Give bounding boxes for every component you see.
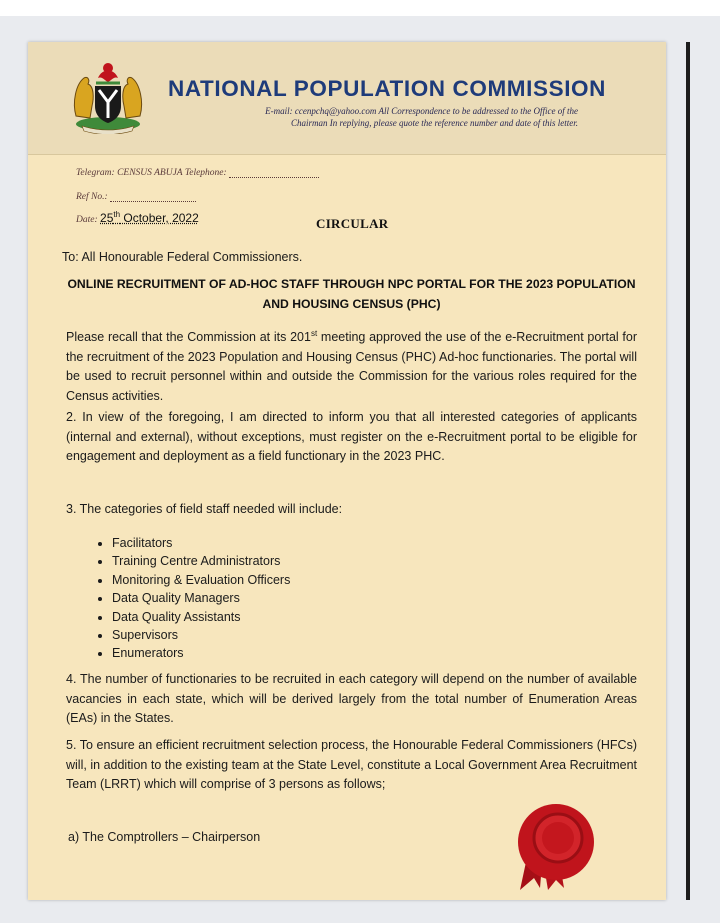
list-item: • Data Quality Assistants bbox=[112, 608, 290, 626]
paragraph-4: 4. The number of functionaries to be recruited in each category will depend on the number of available vacancies in each state, which will be derived largely from the total number of Enumeration Areas (EAs) in the States. bbox=[66, 672, 637, 726]
category-list bbox=[94, 534, 290, 663]
date-value: 25th October, 2022 bbox=[100, 210, 199, 225]
top-bar bbox=[0, 0, 720, 16]
list-item: • Supervisors bbox=[112, 626, 290, 644]
list-item: • Monitoring & Evaluation Officers bbox=[112, 571, 290, 589]
date-line bbox=[76, 210, 199, 225]
list-item: • Data Quality Managers bbox=[112, 589, 290, 607]
organization-name: NATIONAL POPULATION COMMISSION bbox=[168, 76, 606, 101]
paragraph-2: 2. In view of the foregoing, I am directed to inform you that all interested categories of applicants (internal and external), without exceptions, must register on the e-Recruitment portal to be eligible for engagement and deployment as a field functionary in the 2023 PHC. bbox=[66, 410, 637, 464]
letterhead bbox=[28, 42, 666, 155]
document-type: CIRCULAR bbox=[316, 216, 389, 231]
contact-line-2: Chairman In replying, please quote the reference number and date of this letter. bbox=[291, 118, 578, 128]
list-item-a: a) The Comptrollers – Chairperson bbox=[68, 830, 261, 844]
date-label: Date: bbox=[76, 215, 98, 225]
letter-page bbox=[28, 42, 666, 900]
telephone-label: Telephone: bbox=[184, 168, 227, 178]
ref-blank bbox=[110, 201, 196, 202]
ref-line bbox=[76, 192, 196, 202]
paragraph-3: 3. The categories of field staff needed will include: bbox=[66, 502, 343, 516]
coat-of-arms-icon bbox=[68, 54, 148, 134]
paragraph-1: Please recall that the Commission at its 201st meeting approved the use of the e-Recruitment portal for the recruitment of the 2023 Population and Housing Census (PHC) Ad-hoc functionaries. The portal will be used to recruit personnel within and outside the Commission for the various roles required for the Census activities. bbox=[66, 329, 637, 403]
telegram-telephone-line bbox=[76, 168, 319, 178]
paragraph-5: 5. To ensure an efficient recruitment selection process, the Honourable Federal Commissioners (HFCs) will, in addition to the existing team at the State Level, constitute a Local Government Area Recruitment Team (LRRT) which will comprise of 3 persons as follows; bbox=[66, 738, 637, 792]
contact-line-1: E-mail: ccenpchq@yahoo.com All Correspondence to be addressed to the Office of the bbox=[265, 106, 578, 116]
telegram-label: Telegram: CENSUS ABUJA bbox=[76, 168, 183, 178]
circular-title-line-1: ONLINE RECRUITMENT OF AD-HOC STAFF THROUGH NPC PORTAL FOR THE 2023 POPULATION bbox=[67, 277, 636, 291]
ref-label: Ref No.: bbox=[76, 192, 108, 202]
wax-seal-icon bbox=[514, 802, 598, 892]
telephone-blank bbox=[229, 177, 319, 178]
page-edge-shadow bbox=[686, 42, 690, 900]
list-item: • Training Centre Administrators bbox=[112, 552, 290, 570]
list-item: • Facilitators bbox=[112, 534, 290, 552]
list-item: • Enumerators bbox=[112, 644, 290, 662]
circular-title-line-2: AND HOUSING CENSUS (PHC) bbox=[262, 297, 441, 311]
recipient-line: To: All Honourable Federal Commissioners. bbox=[62, 250, 303, 264]
